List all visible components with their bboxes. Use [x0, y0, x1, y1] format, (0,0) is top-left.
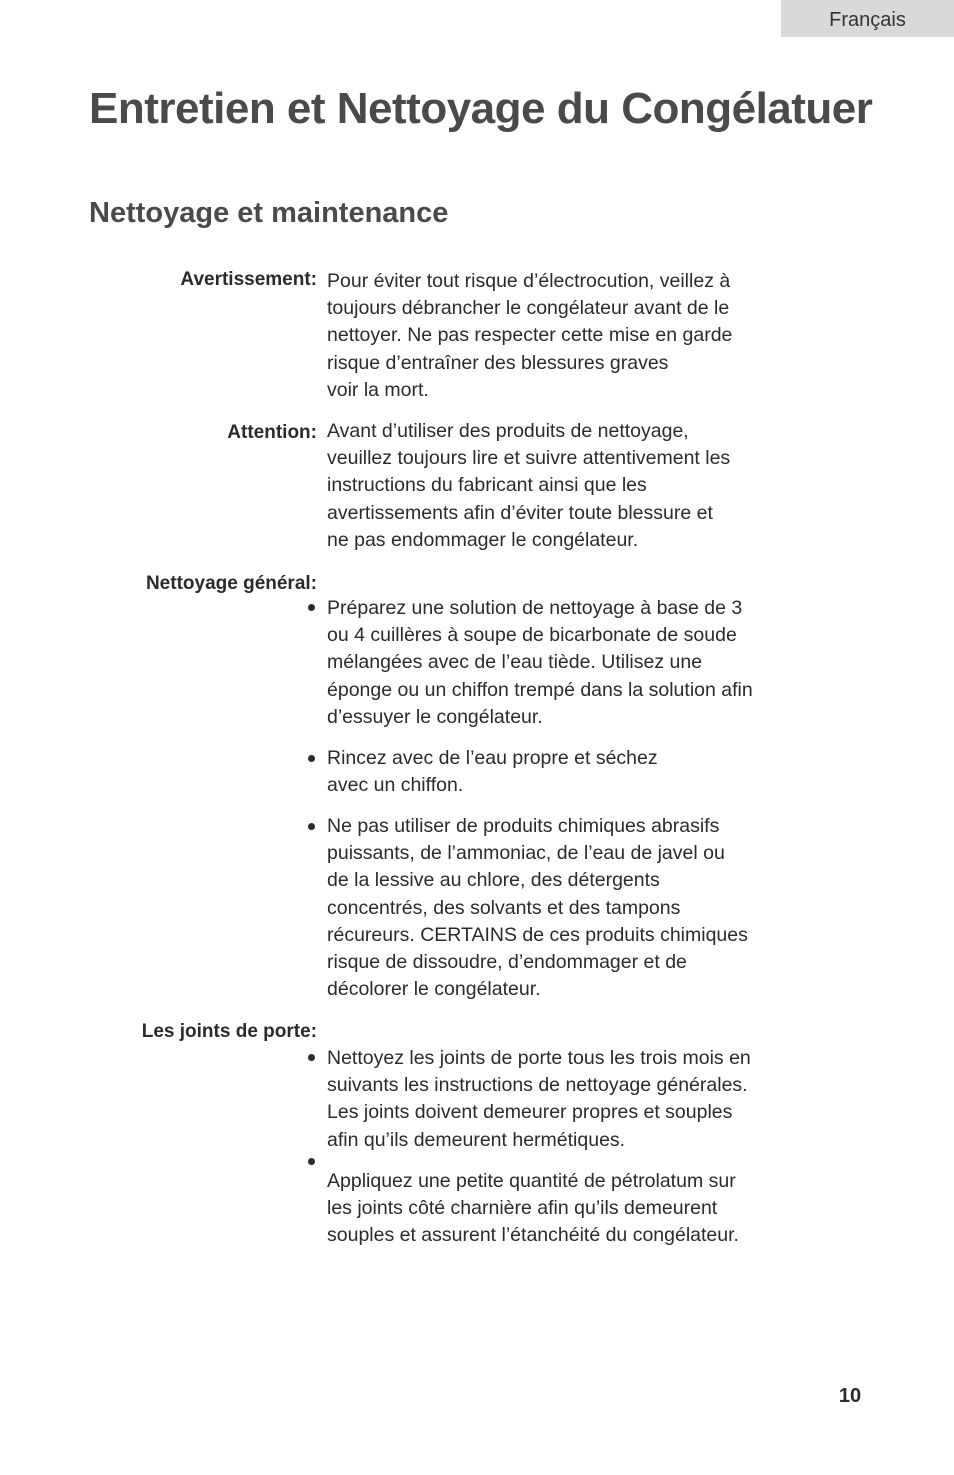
text-line: suivants les instructions de nettoyage générales.	[327, 1074, 748, 1097]
gaskets-bullet-2	[327, 1168, 807, 1250]
text-line: de la lessive au chlore, des détergents	[327, 869, 660, 892]
bullet-icon	[307, 823, 317, 833]
caution-label: Attention:	[227, 422, 317, 443]
text-line: ou 4 cuillères à soupe de bicarbonate de soude	[327, 624, 737, 647]
warning-label: Avertissement:	[180, 269, 317, 290]
bullet-icon	[307, 1158, 317, 1168]
text-line: puissants, de l’ammoniac, de l’eau de javel ou	[327, 842, 725, 865]
text-line: veuillez toujours lire et suivre attentivement les	[327, 447, 731, 470]
text-line: avertissements afin d’éviter toute blessure et	[327, 501, 713, 524]
text-line: instructions du fabricant ainsi que les	[327, 474, 647, 497]
general-bullet-2	[327, 745, 807, 799]
text-line: toujours débrancher le congélateur avant de le	[327, 297, 730, 320]
bullet-icon	[307, 1054, 317, 1064]
text-line: Rincez avec de l’eau propre et séchez	[327, 747, 658, 769]
general-cleaning-label: Nettoyage général:	[145, 573, 317, 594]
gaskets-bullet-1	[327, 1045, 807, 1154]
text-line: Nettoyez les joints de porte tous les trois mois en	[327, 1047, 751, 1069]
section-subtitle: Nettoyage et maintenance	[89, 197, 449, 229]
text-line: éponge ou un chiffon trempé dans la solution afin	[327, 678, 753, 701]
text-line: risque de dissoudre, d’endommager et de	[327, 951, 687, 974]
door-gaskets-label: Les joints de porte:	[141, 1021, 317, 1042]
text-line: souples et assurent l’étanchéité du congélateur.	[327, 1224, 739, 1247]
text-line: risque d’entraîner des blessures graves	[327, 351, 669, 374]
page-title: Entretien et Nettoyage du Congélatuer	[89, 84, 873, 133]
text-line: décolorer le congélateur.	[327, 978, 541, 1001]
text-line: Avant d’utiliser des produits de nettoyage,	[327, 420, 689, 442]
page-number: 10	[838, 1385, 862, 1407]
text-line: avec un chiffon.	[327, 774, 464, 797]
text-line: Pour éviter tout risque d’électrocution, veillez à	[327, 270, 731, 292]
caution-text	[327, 418, 807, 554]
text-line: récureurs. CERTAINS de ces produits chimiques	[327, 923, 748, 946]
text-line: concentrés, des solvants et des tampons	[327, 896, 681, 919]
general-bullet-1	[327, 595, 807, 731]
text-line: Les joints doivent demeurer propres et souples	[327, 1101, 733, 1124]
text-line: nettoyer. Ne pas respecter cette mise en garde	[327, 324, 733, 347]
warning-text	[327, 268, 807, 404]
text-line: voir la mort.	[327, 378, 429, 401]
text-line: Appliquez une petite quantité de pétrolatum sur	[327, 1170, 736, 1192]
text-line: d’essuyer le congélateur.	[327, 705, 543, 728]
text-line: Ne pas utiliser de produits chimiques abrasifs	[327, 815, 720, 837]
text-line: Préparez une solution de nettoyage à base de 3	[327, 597, 743, 619]
bullet-icon	[307, 755, 317, 765]
general-bullet-3	[327, 813, 807, 1003]
bullet-icon	[307, 604, 317, 614]
text-line: mélangées avec de l’eau tiède. Utilisez une	[327, 651, 703, 674]
text-line: afin qu’ils demeurent hermétiques.	[327, 1128, 626, 1151]
text-line: ne pas endommager le congélateur.	[327, 528, 639, 551]
text-line: les joints côté charnière afin qu’ils demeurent	[327, 1197, 718, 1220]
language-tab: Français	[781, 0, 954, 37]
